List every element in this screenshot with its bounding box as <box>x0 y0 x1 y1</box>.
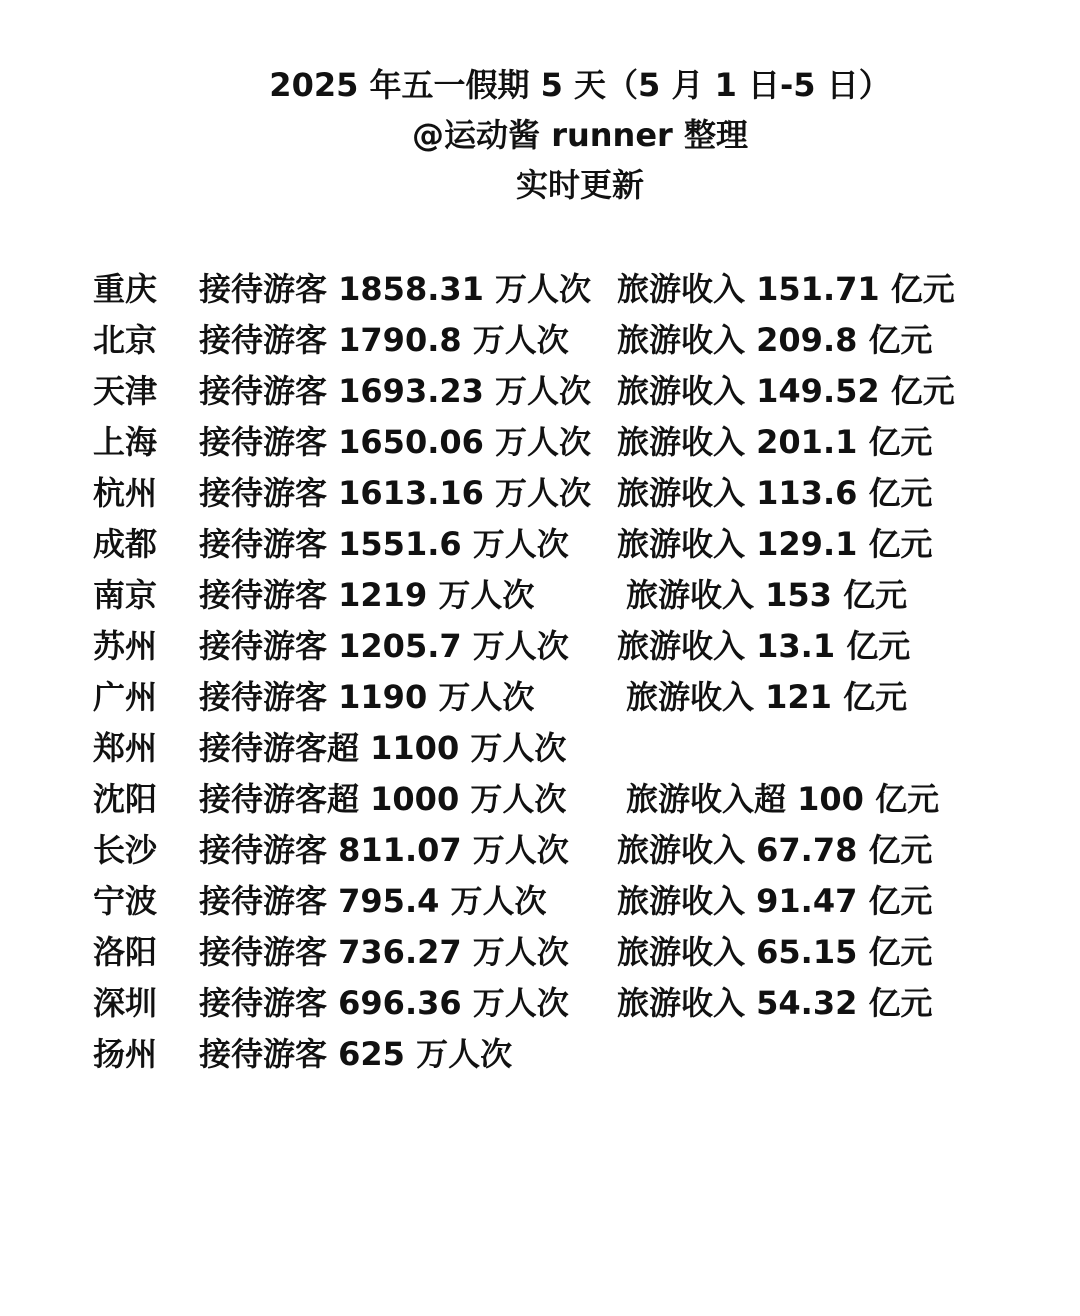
list-item <box>0 978 1080 1029</box>
visitor-count: 接待游客 1613.16 万人次 <box>199 474 592 512</box>
city-name: 上海 <box>93 423 158 461</box>
visitor-count: 接待游客 1205.7 万人次 <box>199 627 569 665</box>
visitor-count: 接待游客 1190 万人次 <box>199 678 535 716</box>
tourism-revenue: 旅游收入 121 亿元 <box>626 678 908 716</box>
tourism-revenue: 旅游收入 209.8 亿元 <box>617 321 933 359</box>
city-name: 扬州 <box>93 1035 158 1073</box>
tourism-revenue: 旅游收入 129.1 亿元 <box>617 525 933 563</box>
page-title: 2025 年五一假期 5 天（5 月 1 日-5 日） <box>269 66 891 104</box>
city-name: 广州 <box>93 678 158 716</box>
visitor-count: 接待游客 625 万人次 <box>199 1035 513 1073</box>
update-note: 实时更新 <box>515 166 644 204</box>
city-name: 洛阳 <box>93 933 158 971</box>
tourism-revenue: 旅游收入 153 亿元 <box>626 576 908 614</box>
city-name: 长沙 <box>93 831 158 869</box>
city-list <box>0 264 1080 1080</box>
visitor-count: 接待游客 811.07 万人次 <box>199 831 569 869</box>
list-item <box>0 519 1080 570</box>
visitor-count: 接待游客 736.27 万人次 <box>199 933 569 971</box>
visitor-count: 接待游客 1693.23 万人次 <box>199 372 592 410</box>
tourism-revenue: 旅游收入超 100 亿元 <box>626 780 940 818</box>
city-name: 天津 <box>93 372 158 410</box>
city-name: 深圳 <box>93 984 158 1022</box>
tourism-revenue: 旅游收入 67.78 亿元 <box>617 831 933 869</box>
visitor-count: 接待游客 1650.06 万人次 <box>199 423 592 461</box>
tourism-revenue: 旅游收入 149.52 亿元 <box>617 372 955 410</box>
list-item <box>0 723 1080 774</box>
tourism-revenue: 旅游收入 13.1 亿元 <box>617 627 911 665</box>
city-name: 郑州 <box>93 729 158 767</box>
list-item <box>0 927 1080 978</box>
list-item <box>0 468 1080 519</box>
list-item <box>0 264 1080 315</box>
visitor-count: 接待游客 1790.8 万人次 <box>199 321 569 359</box>
list-item <box>0 315 1080 366</box>
city-name: 杭州 <box>93 474 158 512</box>
header <box>0 60 1080 210</box>
list-item <box>0 1029 1080 1080</box>
author-credit: @运动酱 runner 整理 <box>412 116 748 154</box>
visitor-count: 接待游客 696.36 万人次 <box>199 984 569 1022</box>
list-item <box>0 621 1080 672</box>
tourism-revenue: 旅游收入 65.15 亿元 <box>617 933 933 971</box>
city-name: 宁波 <box>93 882 158 920</box>
tourism-revenue: 旅游收入 54.32 亿元 <box>617 984 933 1022</box>
list-item <box>0 774 1080 825</box>
visitor-count: 接待游客超 1000 万人次 <box>199 780 567 818</box>
city-name: 成都 <box>93 525 158 563</box>
city-name: 南京 <box>93 576 158 614</box>
tourism-revenue: 旅游收入 151.71 亿元 <box>617 270 955 308</box>
tourism-revenue: 旅游收入 201.1 亿元 <box>617 423 933 461</box>
city-name: 苏州 <box>93 627 158 665</box>
city-name: 沈阳 <box>93 780 158 818</box>
list-item <box>0 825 1080 876</box>
list-item <box>0 570 1080 621</box>
list-item <box>0 672 1080 723</box>
list-item <box>0 876 1080 927</box>
visitor-count: 接待游客 1219 万人次 <box>199 576 535 614</box>
tourism-revenue: 旅游收入 91.47 亿元 <box>617 882 933 920</box>
list-item <box>0 417 1080 468</box>
list-item <box>0 366 1080 417</box>
tourism-revenue: 旅游收入 113.6 亿元 <box>617 474 933 512</box>
city-name: 北京 <box>93 321 158 359</box>
visitor-count: 接待游客 1858.31 万人次 <box>199 270 592 308</box>
city-name: 重庆 <box>93 270 158 308</box>
visitor-count: 接待游客 1551.6 万人次 <box>199 525 569 563</box>
visitor-count: 接待游客超 1100 万人次 <box>199 729 567 767</box>
visitor-count: 接待游客 795.4 万人次 <box>199 882 547 920</box>
